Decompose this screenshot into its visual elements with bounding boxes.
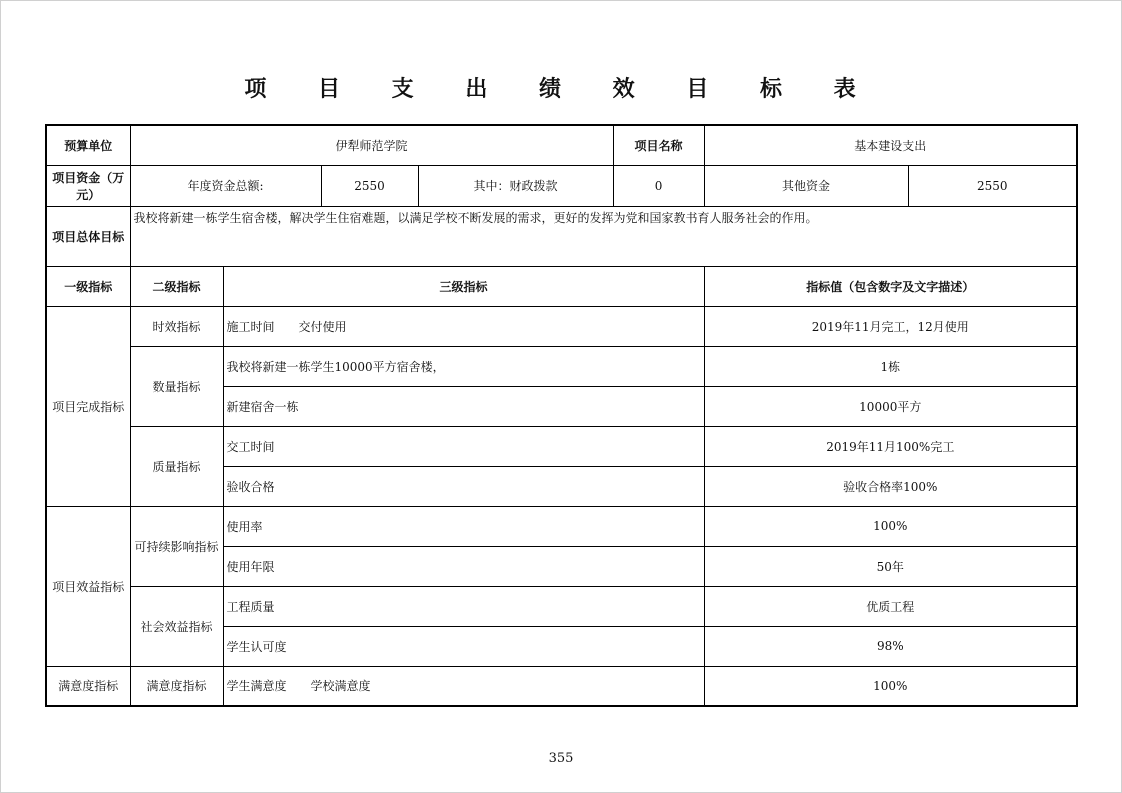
overall-goal-label: 项目总体目标 [46, 206, 130, 266]
indicator-row [46, 586, 1077, 626]
budget-unit-row [46, 125, 1077, 165]
header-block [46, 125, 1077, 266]
indicator-value: 10000平方 [704, 386, 1077, 426]
indicator-value: 98% [704, 626, 1077, 666]
page-title: 项 目 支 出 绩 效 目 标 表 [244, 77, 878, 102]
level3-indicator: 施工时间 交付使用 [223, 306, 704, 346]
annual-total-value: 2550 [321, 165, 418, 206]
project-name-value: 基本建设支出 [704, 125, 1077, 165]
indicator-row [46, 306, 1077, 346]
fiscal-allocation-value: 0 [613, 165, 704, 206]
indicator-row [46, 346, 1077, 386]
level2-indicator: 数量指标 [130, 346, 223, 426]
annual-total-label: 年度资金总额: [130, 165, 321, 206]
project-name-label: 项目名称 [613, 125, 704, 165]
performance-target-table [45, 124, 1078, 707]
level2-indicator: 社会效益指标 [130, 586, 223, 666]
column-header-row [46, 266, 1077, 306]
level3-indicator: 学生满意度 学校满意度 [223, 666, 704, 706]
column-header-value: 指标值（包含数字及文字描述） [704, 266, 1077, 306]
indicator-value: 1栋 [704, 346, 1077, 386]
indicator-row [46, 506, 1077, 546]
indicator-value: 100% [704, 666, 1077, 706]
page-number: 355 [548, 751, 574, 766]
funds-row [46, 165, 1077, 206]
level3-indicator: 交工时间 [223, 426, 704, 466]
indicator-value: 2019年11月100%完工 [704, 426, 1077, 466]
level1-indicator: 满意度指标 [46, 666, 130, 706]
level3-indicator: 学生认可度 [223, 626, 704, 666]
column-header-level3: 三级指标 [223, 266, 704, 306]
level3-indicator: 我校将新建一栋学生10000平方宿舍楼， [223, 346, 704, 386]
indicator-row [46, 426, 1077, 466]
fiscal-allocation-label: 其中：财政拨款 [418, 165, 613, 206]
budget-unit-label: 预算单位 [46, 125, 130, 165]
level3-indicator: 工程质量 [223, 586, 704, 626]
indicator-row [46, 666, 1077, 706]
level2-indicator: 时效指标 [130, 306, 223, 346]
column-header-level2: 二级指标 [130, 266, 223, 306]
level3-indicator: 新建宿舍一栋 [223, 386, 704, 426]
level3-indicator: 验收合格 [223, 466, 704, 506]
level3-indicator: 使用年限 [223, 546, 704, 586]
indicator-block [46, 266, 1077, 706]
other-funds-label: 其他资金 [704, 165, 908, 206]
indicator-value: 优质工程 [704, 586, 1077, 626]
funds-label: 项目资金（万元） [46, 165, 130, 206]
indicator-value: 50年 [704, 546, 1077, 586]
overall-goal-row [46, 206, 1077, 266]
level2-indicator: 可持续影响指标 [130, 506, 223, 586]
level2-indicator: 满意度指标 [130, 666, 223, 706]
level2-indicator: 质量指标 [130, 426, 223, 506]
level1-indicator: 项目完成指标 [46, 306, 130, 506]
indicator-value: 100% [704, 506, 1077, 546]
indicator-value: 2019年11月完工，12月使用 [704, 306, 1077, 346]
indicator-value: 验收合格率100% [704, 466, 1077, 506]
overall-goal-text: 我校将新建一栋学生宿舍楼，解决学生住宿难题，以满足学校不断发展的需求，更好的发挥为党和国家教书育人服务社会的作用。 [130, 206, 1077, 266]
level1-indicator: 项目效益指标 [46, 506, 130, 666]
column-header-level1: 一级指标 [46, 266, 130, 306]
level3-indicator: 使用率 [223, 506, 704, 546]
budget-unit-value: 伊犁师范学院 [130, 125, 613, 165]
other-funds-value: 2550 [908, 165, 1077, 206]
